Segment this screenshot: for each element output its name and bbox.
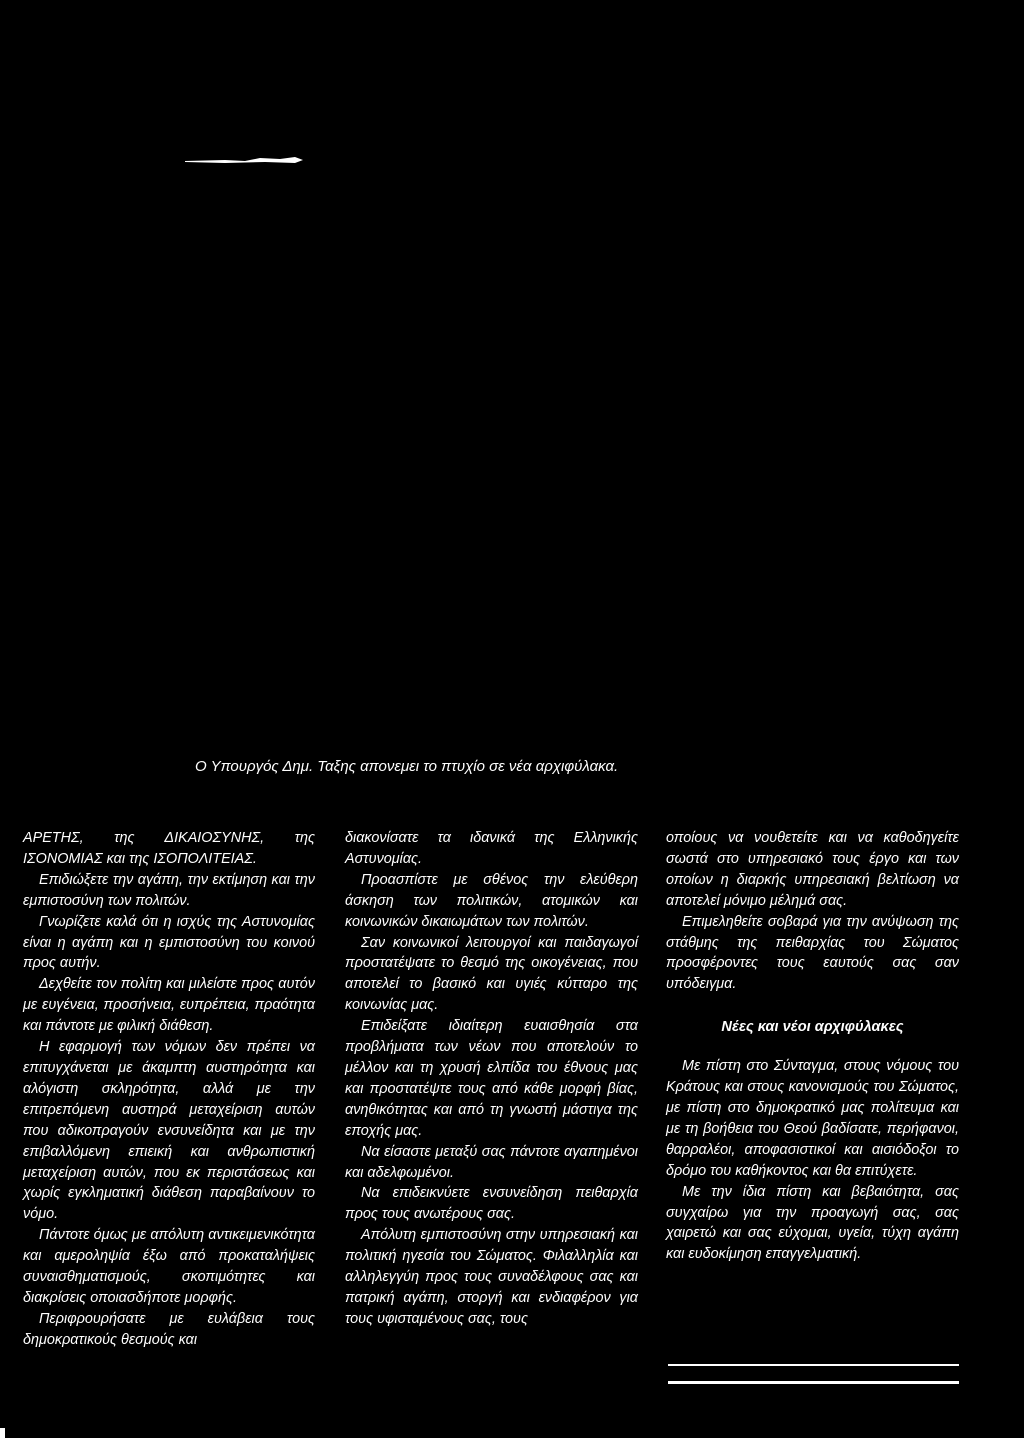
text-column-3 (666, 828, 959, 1265)
photo-area (0, 170, 1024, 745)
paragraph: διακονίσατε τα ιδανικά της Ελληνικής Αστυνομίας. (345, 830, 638, 867)
paragraph: Δεχθείτε τον πολίτη και μιλείστε προς αυτόν με ευγένεια, προσήνεια, ευπρέπεια, πραότητα και πάντοτε με φιλική διάθεση. (23, 976, 315, 1035)
paragraph: Περιφρουρήσατε με ευλάβεια τους δημοκρατικούς θεσμούς και (23, 1310, 315, 1348)
photo-caption: Ο Υπουργός Δημ. Ταξης απονεμει το πτυχίο σε νέα αρχιφύλακα. (195, 758, 619, 775)
text-column-1 (23, 828, 315, 1351)
paragraph: Η εφαρμογή των νόμων δεν πρέπει να επιτυγχάνεται με άκαμπτη αυστηρότητα και αλόγιστη σκληρότητα, αλλά με την επιτρεπόμενη αυστηρά μεταχείριση αυτών που αδικοπραγούν ενσυνείδητα και με την επιβαλλόμενη επιεική και ανθρωπιστική μεταχείριση αυτών, που εκ περιστάσεως και χωρίς εγκληματική διάθεση παραβαίνουν το νόμο. (23, 1039, 315, 1223)
scan-artifact-mark (185, 155, 305, 165)
section-heading: Νέες και νέοι αρχιφύλακες (721, 1019, 904, 1036)
paragraph: ΑΡΕΤΗΣ, της ΔΙΚΑΙΟΣΥΝΗΣ, της ΙΣΟΝΟΜΙΑΣ και της ΙΣΟΠΟΛΙΤΕΙΑΣ. (23, 830, 315, 867)
paragraph: Με την ίδια πίστη και βεβαιότητα, σας συγχαίρω για την προαγωγή σας, σας χαιρετώ και σας εύχομαι, υγεία, τύχη αγάπη και ευδοκίμηση επαγγελματική. (666, 1183, 959, 1263)
paragraph: Με πίστη στο Σύνταγμα, στους νόμους του Κράτους και στους κανονισμούς του Σώματος, με πίστη στο δημοκρατικό μας πολίτευμα και με τη βοήθεια του Θεού βαδίσατε, περήφανοι, θαρραλέοι, αποφασιστικοί και αισιόδοξοι το δρόμο του καθήκοντος και θα επιτύχετε. (666, 1058, 959, 1179)
paragraph: οποίους να νουθετείτε και να καθοδηγείτε σωστά στο υπηρεσιακό τους έργο και των οποίων η διαρκής υπηρεσιακή βελτίωση να αποτελεί μόνιμο μέλημά σας. (666, 830, 959, 909)
end-rule-thin (668, 1364, 959, 1366)
paragraph: Να είσαστε μεταξύ σας πάντοτε αγαπημένοι και αδελφωμένοι. (345, 1143, 638, 1181)
paragraph: Επιδείξατε ιδιαίτερη ευαισθησία στα προβλήματα των νέων που αποτελούν το μέλλον και τη χρυσή ελπίδα του έθνους μας και προστατέψτε τους από κάθε μορφή βίας, ανηθικότητας και από τη γνωστή μάστιγα της εποχής μας. (345, 1018, 638, 1139)
paragraph: Προασπίστε με σθένος την ελεύθερη άσκηση των πολιτικών, ατομικών και κοινωνικών δικαιωμάτων των πολιτών. (345, 871, 638, 930)
paragraph: Γνωρίζετε καλά ότι η ισχύς της Αστυνομίας είναι η αγάπη και η εμπιστοσύνη του κοινού προς αυτήν. (23, 913, 315, 972)
paragraph: Απόλυτη εμπιστοσύνη στην υπηρεσιακή και πολιτική ηγεσία του Σώματος. Φιλαλληλία και αλληλεγγύη προς τους συναδέλφους σας και πατρική αγάπη, στοργή και ενδιαφέρον για τους υφισταμένους σας, τους (345, 1227, 638, 1327)
scan-artifact-corner (0, 1428, 6, 1438)
end-rule-thick (668, 1381, 959, 1384)
paragraph: Σαν κοινωνικοί λειτουργοί και παιδαγωγοί προστατέψατε το θεσμό της οικογένειας, που αποτελεί το βασικό και υγιές κύτταρο της κοινωνίας μας. (345, 934, 638, 1014)
paragraph: Να επιδεικνύετε ενσυνείδηση πειθαρχία προς τους ανωτέρους σας. (345, 1185, 638, 1223)
text-column-2 (345, 828, 638, 1330)
paragraph: Επιμεληθείτε σοβαρά για την ανύψωση της στάθμης της πειθαρχίας του Σώματος προσφέροντες τους εαυτούς σας σαν υπόδειγμα. (666, 913, 959, 993)
paragraph: Επιδιώξετε την αγάπη, την εκτίμηση και την εμπιστοσύνη των πολιτών. (23, 871, 315, 909)
paragraph: Πάντοτε όμως με απόλυτη αντικειμενικότητα και αμεροληψία έξω από προκαταλήψεις συναισθηματισμούς, σκοπιμότητες και διακρίσεις οποιασδήποτε μορφής. (23, 1227, 315, 1306)
